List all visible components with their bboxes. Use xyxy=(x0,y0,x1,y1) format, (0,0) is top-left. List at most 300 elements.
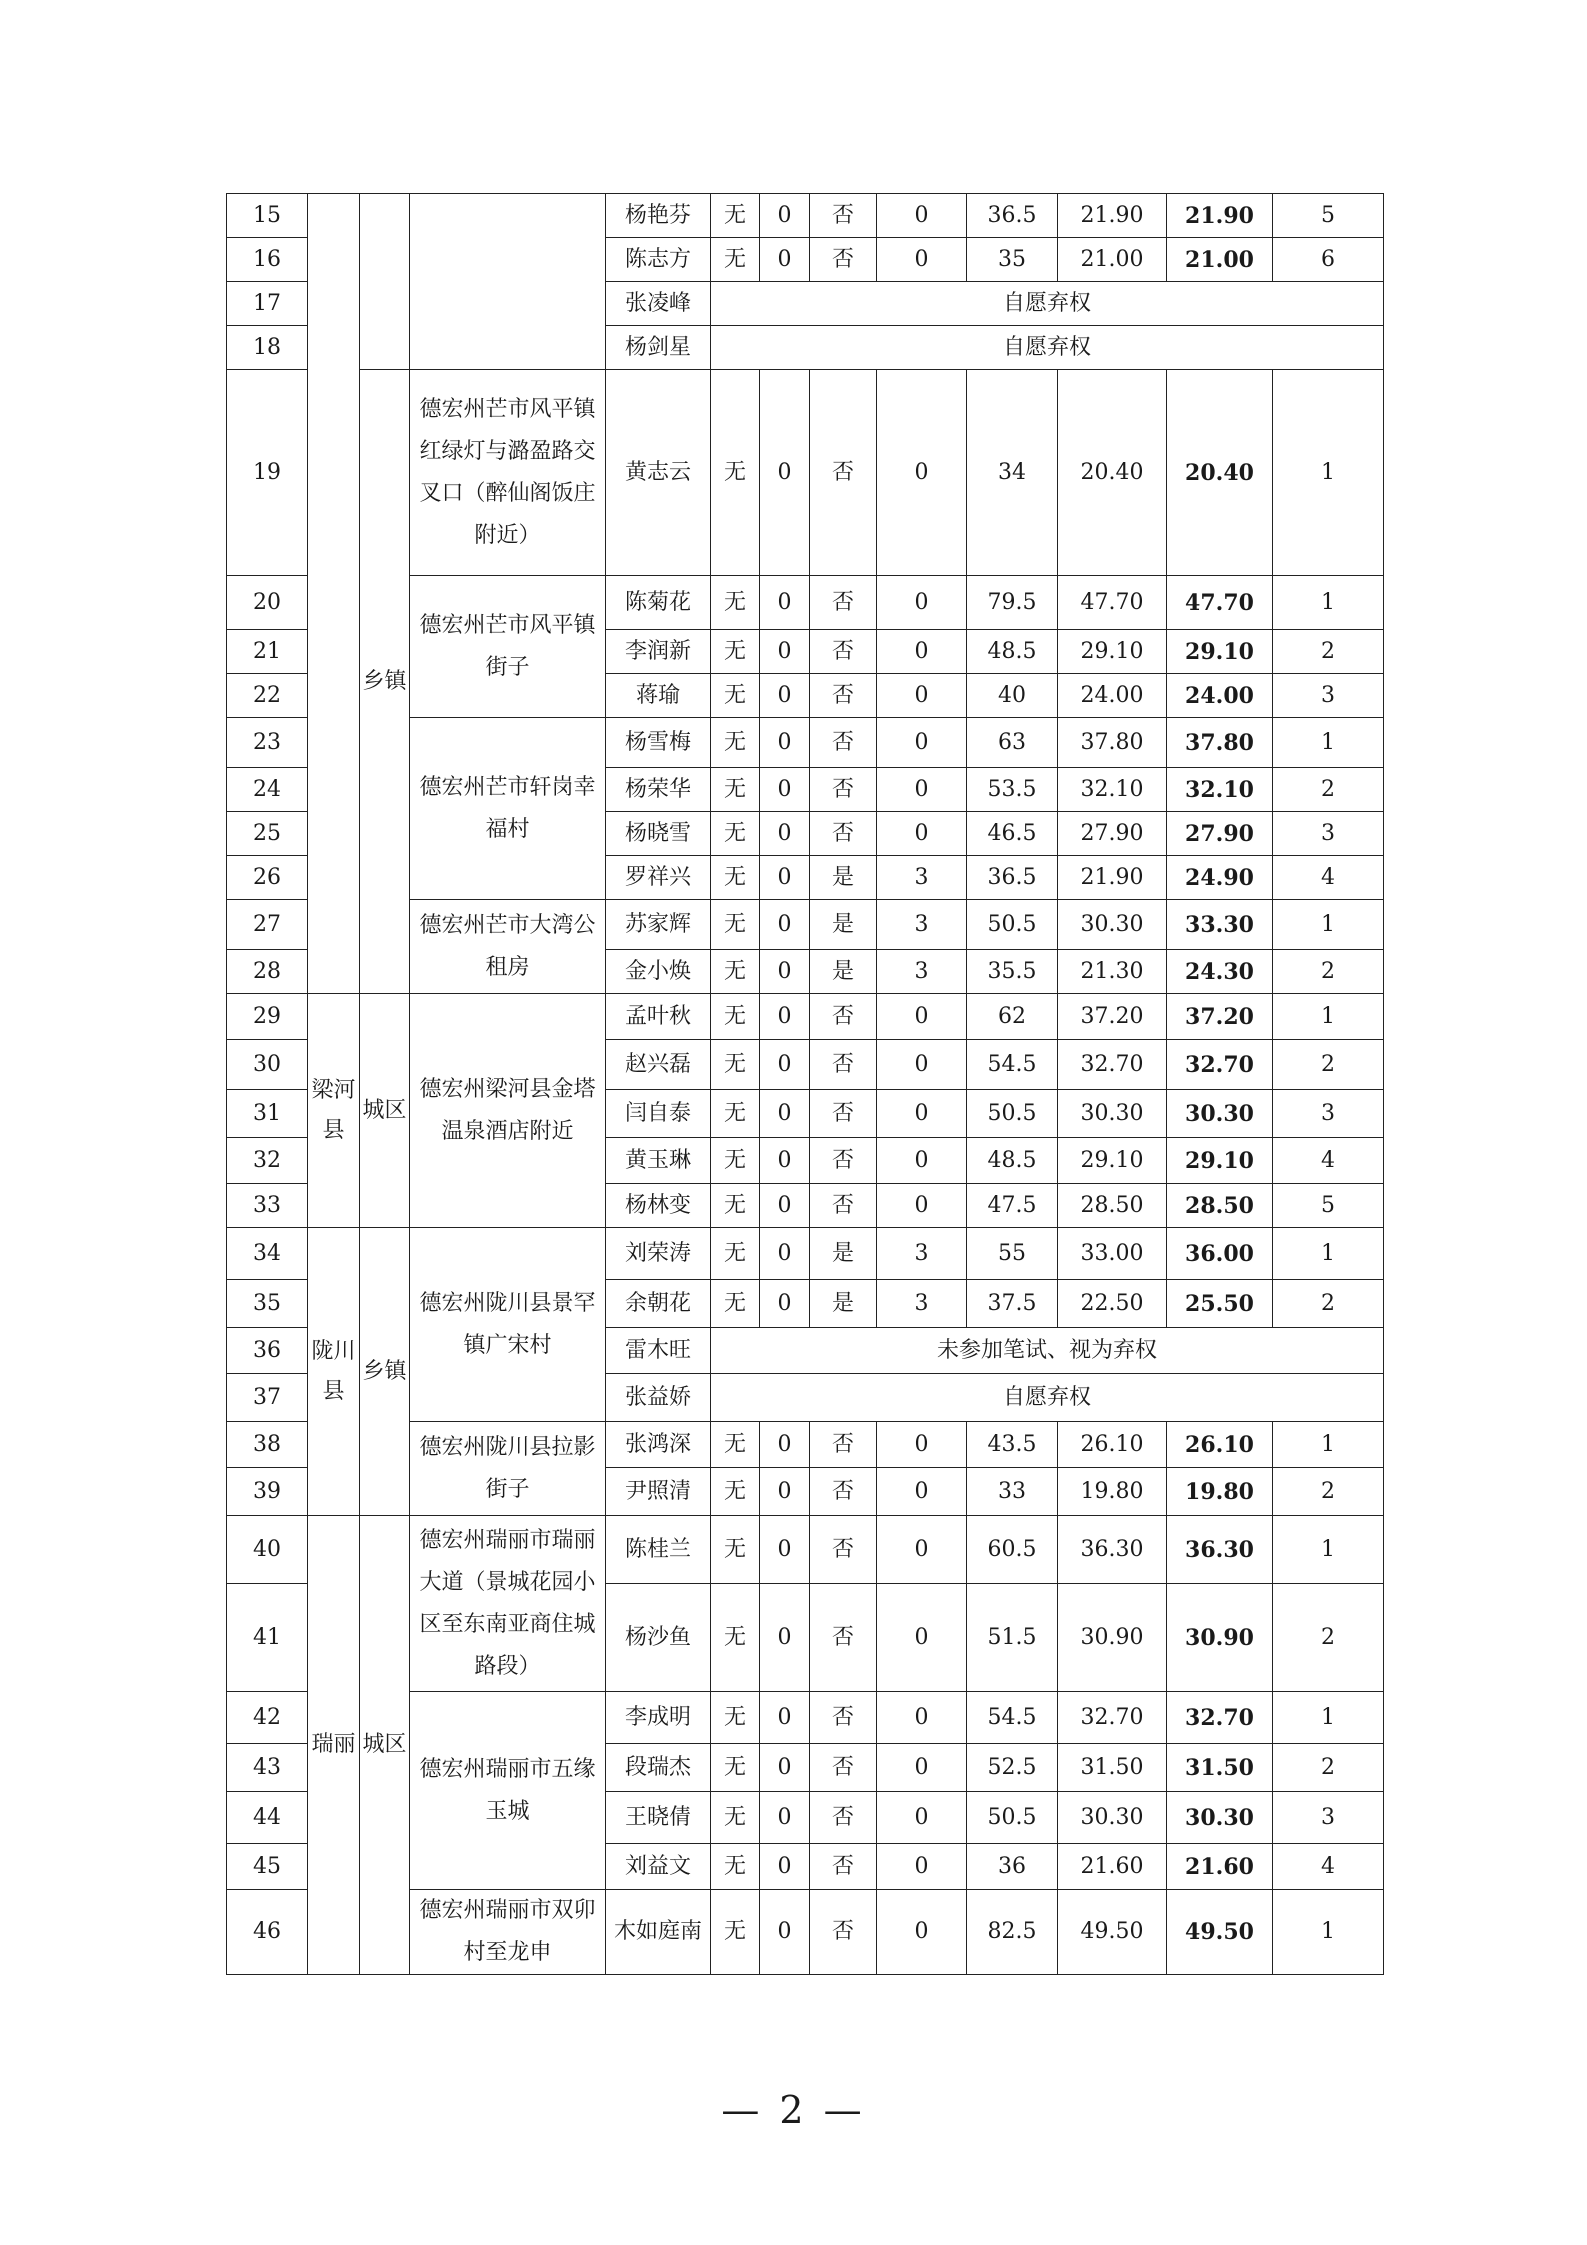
column-c-cell: 否 xyxy=(810,1138,877,1184)
row-number-cell: 31 xyxy=(227,1090,308,1138)
total-score-cell: 24.00 xyxy=(1167,674,1273,718)
row-number-cell: 36 xyxy=(227,1328,308,1374)
candidate-name-cell: 罗祥兴 xyxy=(606,856,711,900)
row-number-cell: 25 xyxy=(227,812,308,856)
column-d-cell: 0 xyxy=(877,576,967,630)
column-a-cell: 无 xyxy=(711,1040,760,1090)
column-a-cell: 无 xyxy=(711,1792,760,1844)
column-d-cell: 0 xyxy=(877,238,967,282)
row-number-cell: 44 xyxy=(227,1792,308,1844)
column-c-cell: 是 xyxy=(810,856,877,900)
column-d-cell: 3 xyxy=(877,1280,967,1328)
column-c-cell: 是 xyxy=(810,900,877,950)
written-score-cell: 43.5 xyxy=(967,1422,1058,1468)
converted-score-cell: 37.80 xyxy=(1058,718,1167,768)
location-cell-xuangang: 德宏州芒市轩岗幸福村 xyxy=(410,718,606,900)
rank-cell: 1 xyxy=(1273,718,1384,768)
column-c-cell: 否 xyxy=(810,1890,877,1975)
converted-score-cell: 26.10 xyxy=(1058,1422,1167,1468)
column-a-cell: 无 xyxy=(711,994,760,1040)
total-score-cell: 30.90 xyxy=(1167,1584,1273,1692)
row-number-cell: 24 xyxy=(227,768,308,812)
column-a-cell: 无 xyxy=(711,1744,760,1792)
total-score-cell: 24.30 xyxy=(1167,950,1273,994)
candidate-name-cell: 雷木旺 xyxy=(606,1328,711,1374)
candidate-name-cell: 杨荣华 xyxy=(606,768,711,812)
row-number-cell: 17 xyxy=(227,282,308,326)
column-b-cell: 0 xyxy=(760,370,810,576)
column-a-cell: 无 xyxy=(711,1184,760,1228)
candidate-name-cell: 刘益文 xyxy=(606,1844,711,1890)
column-b-cell: 0 xyxy=(760,1184,810,1228)
converted-score-cell: 30.30 xyxy=(1058,1090,1167,1138)
total-score-cell: 27.90 xyxy=(1167,812,1273,856)
converted-score-cell: 47.70 xyxy=(1058,576,1167,630)
column-c-cell: 否 xyxy=(810,1584,877,1692)
rank-cell: 1 xyxy=(1273,1890,1384,1975)
column-b-cell: 0 xyxy=(760,1138,810,1184)
location-cell-top xyxy=(410,194,606,370)
column-b-cell: 0 xyxy=(760,1090,810,1138)
total-score-cell: 21.00 xyxy=(1167,238,1273,282)
column-d-cell: 0 xyxy=(877,1040,967,1090)
row-number-cell: 40 xyxy=(227,1516,308,1584)
column-d-cell: 3 xyxy=(877,950,967,994)
column-b-cell: 0 xyxy=(760,718,810,768)
total-score-cell: 21.90 xyxy=(1167,194,1273,238)
column-d-cell: 0 xyxy=(877,1584,967,1692)
table-row xyxy=(227,1516,1384,1584)
column-c-cell: 否 xyxy=(810,1744,877,1792)
status-note-cell: 未参加笔试、视为弃权 xyxy=(711,1328,1384,1374)
candidate-name-cell: 苏家辉 xyxy=(606,900,711,950)
column-b-cell: 0 xyxy=(760,1890,810,1975)
column-d-cell: 3 xyxy=(877,1228,967,1280)
converted-score-cell: 30.90 xyxy=(1058,1584,1167,1692)
row-number-cell: 30 xyxy=(227,1040,308,1090)
column-c-cell: 是 xyxy=(810,1280,877,1328)
total-score-cell: 36.00 xyxy=(1167,1228,1273,1280)
county-cell-longchuan: 陇川县 xyxy=(308,1228,360,1516)
converted-score-cell: 21.00 xyxy=(1058,238,1167,282)
column-c-cell: 否 xyxy=(810,1422,877,1468)
total-score-cell: 21.60 xyxy=(1167,1844,1273,1890)
column-d-cell: 0 xyxy=(877,1468,967,1516)
column-b-cell: 0 xyxy=(760,1228,810,1280)
column-d-cell: 3 xyxy=(877,856,967,900)
column-a-cell: 无 xyxy=(711,856,760,900)
row-number-cell: 43 xyxy=(227,1744,308,1792)
total-score-cell: 20.40 xyxy=(1167,370,1273,576)
total-score-cell: 32.70 xyxy=(1167,1040,1273,1090)
column-c-cell: 否 xyxy=(810,718,877,768)
column-a-cell: 无 xyxy=(711,238,760,282)
candidate-name-cell: 杨林变 xyxy=(606,1184,711,1228)
converted-score-cell: 36.30 xyxy=(1058,1516,1167,1584)
row-number-cell: 21 xyxy=(227,630,308,674)
rank-cell: 2 xyxy=(1273,1468,1384,1516)
column-b-cell: 0 xyxy=(760,674,810,718)
written-score-cell: 34 xyxy=(967,370,1058,576)
total-score-cell: 28.50 xyxy=(1167,1184,1273,1228)
candidate-name-cell: 杨雪梅 xyxy=(606,718,711,768)
candidate-name-cell: 杨剑星 xyxy=(606,326,711,370)
column-d-cell: 0 xyxy=(877,1184,967,1228)
candidate-name-cell: 杨艳芬 xyxy=(606,194,711,238)
column-c-cell: 否 xyxy=(810,1844,877,1890)
candidate-name-cell: 黄志云 xyxy=(606,370,711,576)
total-score-cell: 49.50 xyxy=(1167,1890,1273,1975)
converted-score-cell: 32.70 xyxy=(1058,1692,1167,1744)
column-b-cell: 0 xyxy=(760,994,810,1040)
column-d-cell: 0 xyxy=(877,1744,967,1792)
table-row xyxy=(227,1228,1384,1280)
converted-score-cell: 21.90 xyxy=(1058,194,1167,238)
written-score-cell: 50.5 xyxy=(967,900,1058,950)
rank-cell: 2 xyxy=(1273,1744,1384,1792)
row-number-cell: 19 xyxy=(227,370,308,576)
rank-cell: 1 xyxy=(1273,370,1384,576)
column-b-cell: 0 xyxy=(760,1584,810,1692)
column-c-cell: 否 xyxy=(810,768,877,812)
column-c-cell: 否 xyxy=(810,576,877,630)
candidate-name-cell: 木如庭南 xyxy=(606,1890,711,1975)
written-score-cell: 48.5 xyxy=(967,1138,1058,1184)
converted-score-cell: 32.70 xyxy=(1058,1040,1167,1090)
converted-score-cell: 30.30 xyxy=(1058,1792,1167,1844)
converted-score-cell: 21.30 xyxy=(1058,950,1167,994)
total-score-cell: 37.80 xyxy=(1167,718,1273,768)
column-d-cell: 0 xyxy=(877,1692,967,1744)
column-a-cell: 无 xyxy=(711,812,760,856)
location-cell-ruili-avenue: 德宏州瑞丽市瑞丽大道（景城花园小区至东南亚商住城路段） xyxy=(410,1516,606,1692)
column-b-cell: 0 xyxy=(760,1280,810,1328)
area-cell-mangshi-xiangzhen: 乡镇 xyxy=(360,370,410,994)
row-number-cell: 20 xyxy=(227,576,308,630)
status-note-cell: 自愿弃权 xyxy=(711,1374,1384,1422)
candidate-name-cell: 李成明 xyxy=(606,1692,711,1744)
candidate-name-cell: 杨沙鱼 xyxy=(606,1584,711,1692)
column-b-cell: 0 xyxy=(760,1744,810,1792)
location-cell-shuangmao: 德宏州瑞丽市双卯村至龙申 xyxy=(410,1890,606,1975)
rank-cell: 2 xyxy=(1273,768,1384,812)
column-d-cell: 0 xyxy=(877,994,967,1040)
candidate-name-cell: 黄玉琳 xyxy=(606,1138,711,1184)
written-score-cell: 36.5 xyxy=(967,856,1058,900)
candidate-name-cell: 李润新 xyxy=(606,630,711,674)
converted-score-cell: 29.10 xyxy=(1058,1138,1167,1184)
candidate-name-cell: 陈菊花 xyxy=(606,576,711,630)
written-score-cell: 47.5 xyxy=(967,1184,1058,1228)
written-score-cell: 54.5 xyxy=(967,1040,1058,1090)
rank-cell: 5 xyxy=(1273,194,1384,238)
rank-cell: 4 xyxy=(1273,856,1384,900)
column-b-cell: 0 xyxy=(760,950,810,994)
column-c-cell: 否 xyxy=(810,1468,877,1516)
row-number-cell: 45 xyxy=(227,1844,308,1890)
written-score-cell: 52.5 xyxy=(967,1744,1058,1792)
total-score-cell: 37.20 xyxy=(1167,994,1273,1040)
row-number-cell: 23 xyxy=(227,718,308,768)
row-number-cell: 34 xyxy=(227,1228,308,1280)
table-row xyxy=(227,194,1384,238)
table-row xyxy=(227,994,1384,1040)
written-score-cell: 40 xyxy=(967,674,1058,718)
converted-score-cell: 37.20 xyxy=(1058,994,1167,1040)
written-score-cell: 46.5 xyxy=(967,812,1058,856)
column-a-cell: 无 xyxy=(711,1138,760,1184)
table-row xyxy=(227,370,1384,576)
column-c-cell: 否 xyxy=(810,1516,877,1584)
converted-score-cell: 28.50 xyxy=(1058,1184,1167,1228)
column-c-cell: 否 xyxy=(810,1692,877,1744)
column-b-cell: 0 xyxy=(760,1692,810,1744)
row-number-cell: 16 xyxy=(227,238,308,282)
total-score-cell: 29.10 xyxy=(1167,1138,1273,1184)
written-score-cell: 36 xyxy=(967,1844,1058,1890)
column-d-cell: 0 xyxy=(877,194,967,238)
results-table xyxy=(226,193,1384,1975)
column-a-cell: 无 xyxy=(711,1890,760,1975)
candidate-name-cell: 金小焕 xyxy=(606,950,711,994)
candidate-name-cell: 段瑞杰 xyxy=(606,1744,711,1792)
column-a-cell: 无 xyxy=(711,1280,760,1328)
column-b-cell: 0 xyxy=(760,812,810,856)
rank-cell: 2 xyxy=(1273,630,1384,674)
column-a-cell: 无 xyxy=(711,1228,760,1280)
written-score-cell: 60.5 xyxy=(967,1516,1058,1584)
column-b-cell: 0 xyxy=(760,630,810,674)
total-score-cell: 30.30 xyxy=(1167,1090,1273,1138)
written-score-cell: 63 xyxy=(967,718,1058,768)
column-b-cell: 0 xyxy=(760,194,810,238)
total-score-cell: 25.50 xyxy=(1167,1280,1273,1328)
rank-cell: 2 xyxy=(1273,950,1384,994)
row-number-cell: 33 xyxy=(227,1184,308,1228)
area-cell-longchuan-xiangzhen: 乡镇 xyxy=(360,1228,410,1516)
candidate-name-cell: 陈志方 xyxy=(606,238,711,282)
rank-cell: 6 xyxy=(1273,238,1384,282)
written-score-cell: 33 xyxy=(967,1468,1058,1516)
written-score-cell: 82.5 xyxy=(967,1890,1058,1975)
candidate-name-cell: 张益娇 xyxy=(606,1374,711,1422)
rank-cell: 3 xyxy=(1273,812,1384,856)
column-a-cell: 无 xyxy=(711,370,760,576)
column-c-cell: 否 xyxy=(810,1040,877,1090)
column-c-cell: 否 xyxy=(810,1090,877,1138)
rank-cell: 1 xyxy=(1273,1692,1384,1744)
column-a-cell: 无 xyxy=(711,768,760,812)
rank-cell: 2 xyxy=(1273,1584,1384,1692)
row-number-cell: 42 xyxy=(227,1692,308,1744)
area-cell-mangshi-top xyxy=(360,194,410,370)
written-score-cell: 35.5 xyxy=(967,950,1058,994)
converted-score-cell: 49.50 xyxy=(1058,1890,1167,1975)
total-score-cell: 36.30 xyxy=(1167,1516,1273,1584)
converted-score-cell: 27.90 xyxy=(1058,812,1167,856)
converted-score-cell: 21.60 xyxy=(1058,1844,1167,1890)
location-cell-guangsong: 德宏州陇川县景罕镇广宋村 xyxy=(410,1228,606,1422)
row-number-cell: 15 xyxy=(227,194,308,238)
rank-cell: 3 xyxy=(1273,1792,1384,1844)
column-c-cell: 否 xyxy=(810,370,877,576)
converted-score-cell: 29.10 xyxy=(1058,630,1167,674)
row-number-cell: 39 xyxy=(227,1468,308,1516)
row-number-cell: 37 xyxy=(227,1374,308,1422)
written-score-cell: 53.5 xyxy=(967,768,1058,812)
converted-score-cell: 24.00 xyxy=(1058,674,1167,718)
column-d-cell: 0 xyxy=(877,1422,967,1468)
area-cell-lianghe-chengqu: 城区 xyxy=(360,994,410,1228)
rank-cell: 1 xyxy=(1273,900,1384,950)
column-d-cell: 0 xyxy=(877,1792,967,1844)
location-cell-fengping-jiezi: 德宏州芒市风平镇街子 xyxy=(410,576,606,718)
column-a-cell: 无 xyxy=(711,674,760,718)
county-cell-mangshi xyxy=(308,194,360,994)
rank-cell: 3 xyxy=(1273,674,1384,718)
column-b-cell: 0 xyxy=(760,1422,810,1468)
column-a-cell: 无 xyxy=(711,1844,760,1890)
location-cell-fengping-light: 德宏州芒市风平镇红绿灯与潞盈路交叉口（醉仙阁饭庄附近） xyxy=(410,370,606,576)
written-score-cell: 51.5 xyxy=(967,1584,1058,1692)
total-score-cell: 29.10 xyxy=(1167,630,1273,674)
candidate-name-cell: 王晓倩 xyxy=(606,1792,711,1844)
rank-cell: 1 xyxy=(1273,576,1384,630)
column-a-cell: 无 xyxy=(711,718,760,768)
column-b-cell: 0 xyxy=(760,238,810,282)
column-a-cell: 无 xyxy=(711,1692,760,1744)
column-d-cell: 0 xyxy=(877,1090,967,1138)
column-d-cell: 0 xyxy=(877,1890,967,1975)
candidate-name-cell: 闫自泰 xyxy=(606,1090,711,1138)
converted-score-cell: 19.80 xyxy=(1058,1468,1167,1516)
column-c-cell: 否 xyxy=(810,630,877,674)
converted-score-cell: 32.10 xyxy=(1058,768,1167,812)
column-d-cell: 0 xyxy=(877,1138,967,1184)
row-number-cell: 26 xyxy=(227,856,308,900)
converted-score-cell: 21.90 xyxy=(1058,856,1167,900)
column-d-cell: 0 xyxy=(877,1844,967,1890)
column-b-cell: 0 xyxy=(760,576,810,630)
location-cell-wuyuan: 德宏州瑞丽市五缘玉城 xyxy=(410,1692,606,1890)
candidate-name-cell: 张凌峰 xyxy=(606,282,711,326)
candidate-name-cell: 赵兴磊 xyxy=(606,1040,711,1090)
column-c-cell: 是 xyxy=(810,950,877,994)
written-score-cell: 48.5 xyxy=(967,630,1058,674)
column-a-cell: 无 xyxy=(711,1584,760,1692)
candidate-name-cell: 刘荣涛 xyxy=(606,1228,711,1280)
rank-cell: 2 xyxy=(1273,1280,1384,1328)
column-d-cell: 0 xyxy=(877,1516,967,1584)
rank-cell: 1 xyxy=(1273,1228,1384,1280)
page-number: — 2 — xyxy=(721,2088,866,2132)
row-number-cell: 27 xyxy=(227,900,308,950)
rank-cell: 3 xyxy=(1273,1090,1384,1138)
status-note-cell: 自愿弃权 xyxy=(711,282,1384,326)
column-d-cell: 3 xyxy=(877,900,967,950)
column-a-cell: 无 xyxy=(711,900,760,950)
area-cell-ruili-chengqu: 城区 xyxy=(360,1516,410,1975)
total-score-cell: 31.50 xyxy=(1167,1744,1273,1792)
column-c-cell: 是 xyxy=(810,1228,877,1280)
column-a-cell: 无 xyxy=(711,1516,760,1584)
column-a-cell: 无 xyxy=(711,1468,760,1516)
location-cell-laying: 德宏州陇川县拉影街子 xyxy=(410,1422,606,1516)
row-number-cell: 41 xyxy=(227,1584,308,1692)
written-score-cell: 79.5 xyxy=(967,576,1058,630)
rank-cell: 4 xyxy=(1273,1844,1384,1890)
rank-cell: 1 xyxy=(1273,1516,1384,1584)
column-b-cell: 0 xyxy=(760,1040,810,1090)
written-score-cell: 37.5 xyxy=(967,1280,1058,1328)
converted-score-cell: 20.40 xyxy=(1058,370,1167,576)
column-a-cell: 无 xyxy=(711,630,760,674)
column-d-cell: 0 xyxy=(877,674,967,718)
column-a-cell: 无 xyxy=(711,1090,760,1138)
candidate-name-cell: 杨晓雪 xyxy=(606,812,711,856)
candidate-name-cell: 陈桂兰 xyxy=(606,1516,711,1584)
column-d-cell: 0 xyxy=(877,718,967,768)
rank-cell: 1 xyxy=(1273,994,1384,1040)
column-b-cell: 0 xyxy=(760,1844,810,1890)
column-b-cell: 0 xyxy=(760,856,810,900)
rank-cell: 5 xyxy=(1273,1184,1384,1228)
candidate-name-cell: 余朝花 xyxy=(606,1280,711,1328)
county-cell-ruili: 瑞丽 xyxy=(308,1516,360,1975)
column-c-cell: 否 xyxy=(810,994,877,1040)
written-score-cell: 35 xyxy=(967,238,1058,282)
total-score-cell: 26.10 xyxy=(1167,1422,1273,1468)
column-d-cell: 0 xyxy=(877,630,967,674)
row-number-cell: 38 xyxy=(227,1422,308,1468)
column-a-cell: 无 xyxy=(711,194,760,238)
row-number-cell: 18 xyxy=(227,326,308,370)
candidate-name-cell: 孟叶秋 xyxy=(606,994,711,1040)
rank-cell: 4 xyxy=(1273,1138,1384,1184)
row-number-cell: 35 xyxy=(227,1280,308,1328)
column-c-cell: 否 xyxy=(810,238,877,282)
column-a-cell: 无 xyxy=(711,1422,760,1468)
written-score-cell: 50.5 xyxy=(967,1090,1058,1138)
total-score-cell: 47.70 xyxy=(1167,576,1273,630)
column-b-cell: 0 xyxy=(760,1516,810,1584)
column-c-cell: 否 xyxy=(810,812,877,856)
column-d-cell: 0 xyxy=(877,370,967,576)
total-score-cell: 24.90 xyxy=(1167,856,1273,900)
column-a-cell: 无 xyxy=(711,950,760,994)
total-score-cell: 19.80 xyxy=(1167,1468,1273,1516)
written-score-cell: 54.5 xyxy=(967,1692,1058,1744)
column-b-cell: 0 xyxy=(760,900,810,950)
status-note-cell: 自愿弃权 xyxy=(711,326,1384,370)
rank-cell: 1 xyxy=(1273,1422,1384,1468)
converted-score-cell: 22.50 xyxy=(1058,1280,1167,1328)
total-score-cell: 32.10 xyxy=(1167,768,1273,812)
written-score-cell: 55 xyxy=(967,1228,1058,1280)
rank-cell: 2 xyxy=(1273,1040,1384,1090)
column-d-cell: 0 xyxy=(877,768,967,812)
row-number-cell: 22 xyxy=(227,674,308,718)
column-a-cell: 无 xyxy=(711,576,760,630)
written-score-cell: 50.5 xyxy=(967,1792,1058,1844)
candidate-name-cell: 张鸿深 xyxy=(606,1422,711,1468)
location-cell-dawan: 德宏州芒市大湾公租房 xyxy=(410,900,606,994)
row-number-cell: 29 xyxy=(227,994,308,1040)
written-score-cell: 62 xyxy=(967,994,1058,1040)
column-b-cell: 0 xyxy=(760,1468,810,1516)
column-c-cell: 否 xyxy=(810,194,877,238)
total-score-cell: 32.70 xyxy=(1167,1692,1273,1744)
